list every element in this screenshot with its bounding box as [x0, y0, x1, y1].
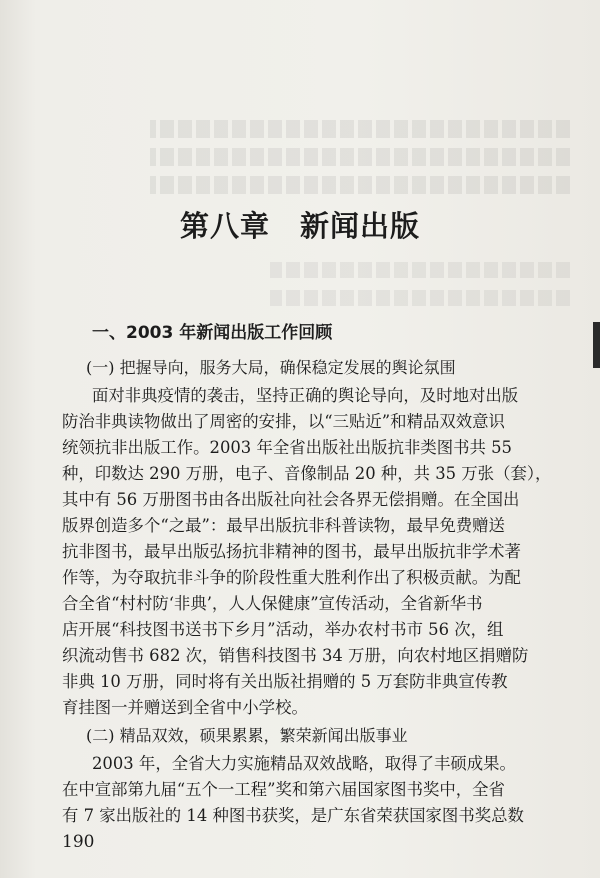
paragraph-line: 统领抗非出版工作。2003 年全省出版社出版抗非类图书共 55 — [62, 438, 512, 457]
paragraph-line: 版界创造多个“之最”：最早出版抗非科普读物，最早免费赠送 — [62, 516, 505, 535]
paragraph-line: 育挂图一并赠送到全省中小学校。 — [62, 698, 308, 717]
bleed-through-line — [150, 120, 570, 138]
paragraph-line: 非典 10 万册，同时将有关出版社捐赠的 5 万套防非典宣传教 — [62, 672, 508, 691]
paragraph-line: 种，印数达 290 万册，电子、音像制品 20 种，共 35 万张（套）， — [62, 464, 552, 483]
bleed-through-line — [150, 176, 570, 194]
paragraph-line: 面对非典疫情的袭击，坚持正确的舆论导向，及时地对出版 — [92, 386, 519, 405]
bleed-through-line — [270, 290, 570, 306]
bleed-through-line — [150, 148, 570, 166]
paragraph-line: 抗非图书，最早出版弘扬抗非精神的图书，最早出版抗非学术著 — [62, 542, 521, 561]
chapter-name: 新闻出版 — [300, 209, 421, 243]
chapter-title — [0, 204, 600, 245]
chapter-number: 第八章 — [179, 209, 270, 243]
subsection-heading: (二) 精品双效，硕果累累，繁荣新闻出版事业 — [86, 726, 408, 745]
section-title: 一、2003 年新闻出版工作回顾 — [92, 323, 333, 343]
paragraph-line: 其中有 56 万册图书由各出版社向社会各界无偿捐赠。在全国出 — [62, 490, 520, 509]
paragraph-line: 合全省“村村防‘非典’，人人保健康”宣传活动，全省新华书 — [62, 594, 483, 613]
paragraph-line: 作等，为夺取抗非斗争的阶段性重大胜利作出了积极贡献。为配 — [62, 568, 521, 587]
page-number: 190 — [62, 832, 95, 852]
bleed-through-line — [270, 262, 570, 278]
page-edge-mark — [593, 322, 600, 368]
paragraph-line: 有 7 家出版社的 14 种图书获奖，是广东省荣获国家图书奖总数 — [62, 806, 524, 825]
paragraph-line: 2003 年，全省大力实施精品双效战略，取得了丰硕成果。 — [92, 754, 516, 773]
paragraph-line: 织流动售书 682 次，销售科技图书 34 万册，向农村地区捐赠防 — [62, 646, 529, 665]
paragraph-line: 防治非典读物做出了周密的安排，以“三贴近”和精品双效意识 — [62, 412, 505, 431]
subsection-heading: (一) 把握导向，服务大局，确保稳定发展的舆论氛围 — [86, 358, 456, 377]
paragraph-line: 店开展“科技图书送书下乡月”活动，举办农村书市 56 次，组 — [62, 620, 504, 639]
paragraph-line: 在中宣部第九届“五个一工程”奖和第六届国家图书奖中，全省 — [62, 780, 505, 799]
